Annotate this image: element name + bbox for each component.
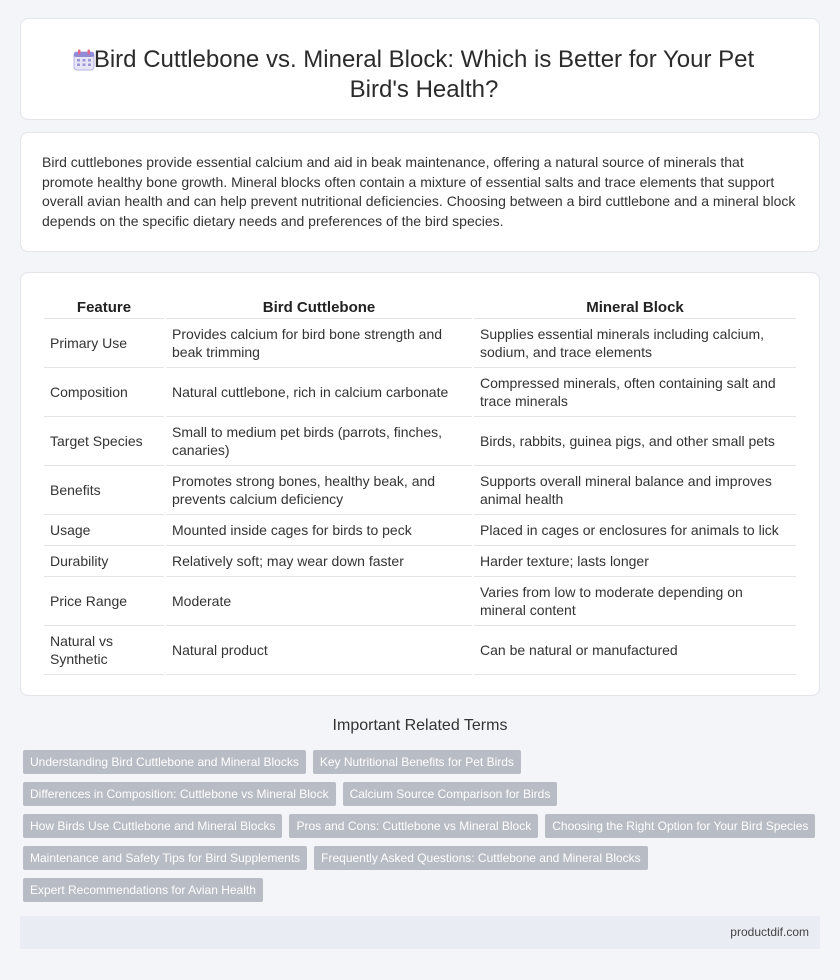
table-cell-mineral-block: Harder texture; lasts longer (474, 546, 796, 577)
intro-card (20, 132, 820, 252)
page-title: Bird Cuttlebone vs. Mineral Block: Which is Better for Your Pet Bird's Health? (93, 46, 755, 103)
related-tag-link[interactable]: Understanding Bird Cuttlebone and Mineral Blocks (23, 750, 306, 774)
table-cell-cuttlebone: Natural cuttlebone, rich in calcium carbonate (166, 368, 472, 417)
comparison-table (42, 297, 798, 675)
table-cell-feature: Price Range (44, 577, 164, 626)
comparison-card (20, 272, 820, 696)
header-card (20, 18, 820, 120)
related-tags-row (23, 814, 815, 838)
table-cell-mineral-block: Can be natural or manufactured (474, 626, 796, 675)
table-row (44, 319, 796, 368)
table-row (44, 546, 796, 577)
footer-site-link[interactable]: productdif.com (730, 925, 809, 939)
related-tag-link[interactable]: Pros and Cons: Cuttlebone vs Mineral Block (289, 814, 538, 838)
table-cell-cuttlebone: Natural product (166, 626, 472, 675)
table-cell-cuttlebone: Promotes strong bones, healthy beak, and prevents calcium deficiency (166, 466, 472, 515)
intro-paragraph: Bird cuttlebones provide essential calcium and aid in beak maintenance, offering a natural source of minerals that promote healthy bone growth. Mineral blocks often contain a mixture of essential salts and trace elements that support overall avian health and can help prevent nutritional deficiencies. Choosing between a bird cuttlebone and a mineral block depends on the specific dietary needs and preferences of the bird species. (42, 154, 796, 229)
related-tag-link[interactable]: Expert Recommendations for Avian Health (23, 878, 263, 902)
table-cell-feature: Target Species (44, 417, 164, 466)
related-tag-link[interactable]: Calcium Source Comparison for Birds (343, 782, 558, 806)
table-cell-mineral-block: Birds, rabbits, guinea pigs, and other small pets (474, 417, 796, 466)
related-tags-row (23, 750, 521, 774)
related-tags-row (23, 846, 648, 870)
column-header-mineral-block: Mineral Block (474, 297, 796, 319)
table-cell-cuttlebone: Moderate (166, 577, 472, 626)
related-terms-heading: Important Related Terms (332, 717, 508, 734)
table-header-row (44, 297, 796, 319)
table-cell-mineral-block: Supports overall mineral balance and improves animal health (474, 466, 796, 515)
table-row (44, 466, 796, 515)
related-tag-link[interactable]: Key Nutritional Benefits for Pet Birds (313, 750, 521, 774)
table-cell-feature: Natural vs Synthetic (44, 626, 164, 675)
table-row (44, 417, 796, 466)
column-header-feature: Feature (44, 297, 164, 319)
related-tag-link[interactable]: Maintenance and Safety Tips for Bird Supplements (23, 846, 307, 870)
table-cell-mineral-block: Varies from low to moderate depending on mineral content (474, 577, 796, 626)
table-cell-cuttlebone: Provides calcium for bird bone strength and beak trimming (166, 319, 472, 368)
table-cell-feature: Usage (44, 515, 164, 546)
table-cell-feature: Composition (44, 368, 164, 417)
related-tag-link[interactable]: Choosing the Right Option for Your Bird Species (545, 814, 815, 838)
table-row (44, 626, 796, 675)
related-tag-link[interactable]: How Birds Use Cuttlebone and Mineral Blocks (23, 814, 282, 838)
column-header-cuttlebone: Bird Cuttlebone (166, 297, 472, 319)
table-row (44, 577, 796, 626)
table-cell-feature: Benefits (44, 466, 164, 515)
table-row (44, 368, 796, 417)
related-tags-row (23, 878, 263, 902)
table-cell-cuttlebone: Small to medium pet birds (parrots, finches, canaries) (166, 417, 472, 466)
table-cell-mineral-block: Supplies essential minerals including calcium, sodium, and trace elements (474, 319, 796, 368)
related-tags-row (23, 782, 557, 806)
table-cell-cuttlebone: Mounted inside cages for birds to peck (166, 515, 472, 546)
table-cell-cuttlebone: Relatively soft; may wear down faster (166, 546, 472, 577)
related-tag-link[interactable]: Differences in Composition: Cuttlebone vs Mineral Block (23, 782, 336, 806)
table-cell-mineral-block: Compressed minerals, often containing salt and trace minerals (474, 368, 796, 417)
related-tag-link[interactable]: Frequently Asked Questions: Cuttlebone and Mineral Blocks (314, 846, 648, 870)
table-cell-feature: Primary Use (44, 319, 164, 368)
footer (20, 916, 820, 949)
table-cell-mineral-block: Placed in cages or enclosures for animals to lick (474, 515, 796, 546)
table-cell-feature: Durability (44, 546, 164, 577)
table-row (44, 515, 796, 546)
